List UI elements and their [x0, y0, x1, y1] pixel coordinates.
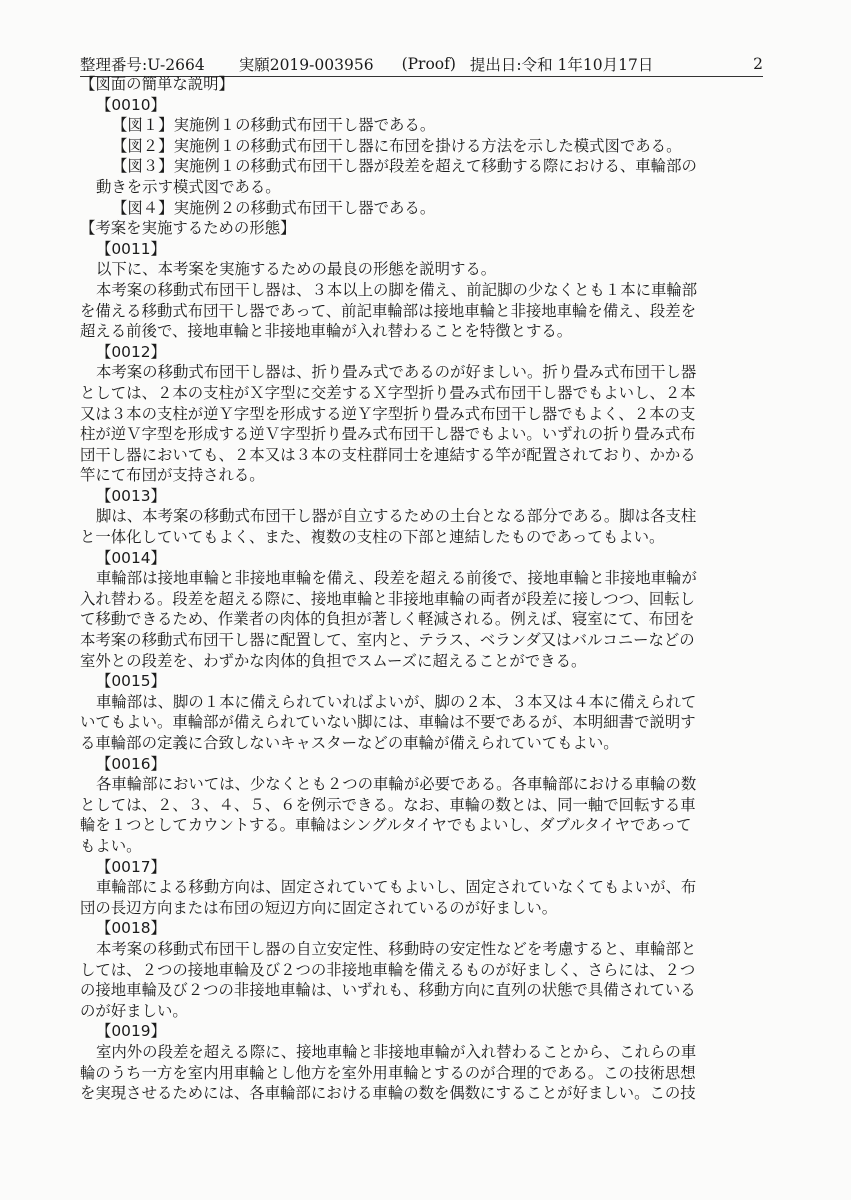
text-line: 入れ替わる。段差を超える際に、接地車輪と非接地車輪の両者が段差に接しつつ、回転し — [80, 589, 696, 608]
text-line: 車輪部による移動方向は、固定されていてもよいし、固定されていなくてもよいが、布 — [96, 878, 697, 897]
text-line: 【0012】 — [96, 342, 166, 361]
text-line: 本考案の移動式布団干し器に配置して、室内と、テラス、ベランダ又はバルコニーなどの — [80, 631, 695, 650]
text-line: 【0015】 — [96, 672, 166, 691]
text-line: 竿にて布団が支持される。 — [80, 466, 265, 485]
text-line: 【0010】 — [96, 95, 166, 114]
text-line: 車輪部は接地車輪と非接地車輪を備え、段差を超える前後で、接地車輪と非接地車輪が — [96, 569, 697, 588]
text-line: 団の長辺方向または布団の短辺方向に固定されているのが好ましい。 — [80, 898, 558, 917]
text-line: 【図１】実施例１の移動式布団干し器である。 — [112, 116, 436, 135]
text-line: としては、２本の支柱がＸ字型に交差するＸ字型折り畳み式布団干し器でもよいし、２本 — [80, 383, 696, 402]
text-line: 輪を１つとしてカウントする。車輪はシングルタイヤでもよいし、ダブルタイヤであって — [80, 816, 692, 835]
text-line: 輪のうち一方を室内用車輪とし他方を室外用車輪とするのが合理的である。この技術思想 — [80, 1063, 696, 1082]
text-line: 【図３】実施例１の移動式布団干し器が段差を超えて移動する際における、車輪部の — [112, 157, 697, 176]
text-line: 【0016】 — [96, 754, 166, 773]
text-line: 【図２】実施例１の移動式布団干し器に布団を掛ける方法を示した模式図である。 — [112, 136, 682, 155]
text-line: 超える前後で、接地車輪と非接地車輪が入れ替わることを特徴とする。 — [80, 322, 573, 341]
text-line: 柱が逆Ｖ字型を形成する逆Ｖ字型折り畳み式布団干し器でもよい。いずれの折り畳み式布 — [80, 425, 696, 444]
text-line: 【0018】 — [96, 919, 166, 938]
text-line: 【図面の簡単な説明】 — [80, 75, 234, 93]
text-line: 室外との段差を、わずかな肉体的負担でスムーズに超えることができる。 — [80, 651, 587, 670]
text-line: 団干し器においても、２本又は３本の支柱群同士を連結する竿が配置されており、かかる — [80, 445, 696, 464]
docket-number: 整理番号:U-2664 — [80, 56, 205, 74]
text-line: 本考案の移動式布団干し器は、折り畳み式であるのが好ましい。折り畳み式布団干し器 — [96, 363, 697, 382]
text-line: 【0017】 — [96, 857, 166, 876]
text-line: と一体化していてもよく、また、複数の支柱の下部と連結したものであってもよい。 — [80, 528, 665, 547]
page-number: 2 — [753, 55, 763, 73]
text-line: を備える移動式布団干し器であって、前記車輪部は接地車輪と非接地車輪を備え、段差を — [80, 301, 697, 320]
text-line: としては、２、３、４、５、６を例示できる。なお、車輪の数とは、同一軸で回転する車 — [80, 795, 696, 814]
application-number: 実願2019-003956 — [238, 56, 374, 74]
text-line: を実現させるためには、各車輪部における車輪の数を偶数にすることが好ましい。この技 — [80, 1084, 696, 1103]
document-body — [80, 74, 766, 1104]
text-line: 【0014】 — [96, 548, 166, 567]
text-line: 各車輪部においては、少なくとも２つの車輪が必要である。各車輪部における車輪の数 — [96, 775, 697, 794]
filing-date: 提出日:令和 1年10月17日 — [469, 56, 654, 74]
text-line: いてもよい。車輪部が備えられていない脚には、車輪は不要であるが、本明細書で説明す — [80, 713, 696, 732]
text-line: て移動できるため、作業者の肉体的負担が著しく軽減される。例えば、寝室にて、布団を — [80, 610, 695, 629]
proof-label: (Proof) — [401, 55, 456, 73]
text-line: 脚は、本考案の移動式布団干し器が自立するための土台となる部分である。脚は各支柱 — [96, 507, 697, 526]
text-line: 【0011】 — [96, 239, 166, 258]
text-line: 動きを示す模式図である。 — [96, 177, 281, 196]
text-line: しては、２つの接地車輪及び２つの非接地車輪を備えるものが好ましく、さらには、２つ — [80, 960, 696, 979]
text-line: 【図４】実施例２の移動式布団干し器である。 — [112, 198, 436, 217]
text-line: 本考案の移動式布団干し器の自立安定性、移動時の安定性などを考慮すると、車輪部と — [96, 939, 697, 958]
text-line: 本考案の移動式布団干し器は、３本以上の脚を備え、前記脚の少なくとも１本に車輪部 — [96, 280, 698, 299]
text-line: 【0019】 — [96, 1022, 166, 1041]
text-line: の接地車輪及び２つの非接地車輪は、いずれも、移動方向に直列の状態で具備されている — [80, 981, 696, 1000]
text-line: 【0013】 — [96, 486, 166, 505]
text-line: 室内外の段差を超える際に、接地車輪と非接地車輪が入れ替わることから、これらの車 — [96, 1042, 697, 1061]
text-line: もよい。 — [80, 836, 142, 855]
text-line: 又は３本の支柱が逆Ｙ字型を形成する逆Ｙ字型折り畳み式布団干し器でもよく、２本の支 — [80, 404, 696, 423]
text-line: 車輪部は、脚の１本に備えられていればよいが、脚の２本、３本又は４本に備えられて — [96, 692, 697, 711]
text-line: る車輪部の定義に合致しないキャスターなどの車輪が備えられていてもよい。 — [80, 734, 619, 752]
text-line: のが好ましい。 — [80, 1001, 188, 1020]
text-line: 【考案を実施するための形態】 — [80, 219, 296, 238]
text-line: 以下に、本考案を実施するための最良の形態を説明する。 — [96, 260, 497, 279]
